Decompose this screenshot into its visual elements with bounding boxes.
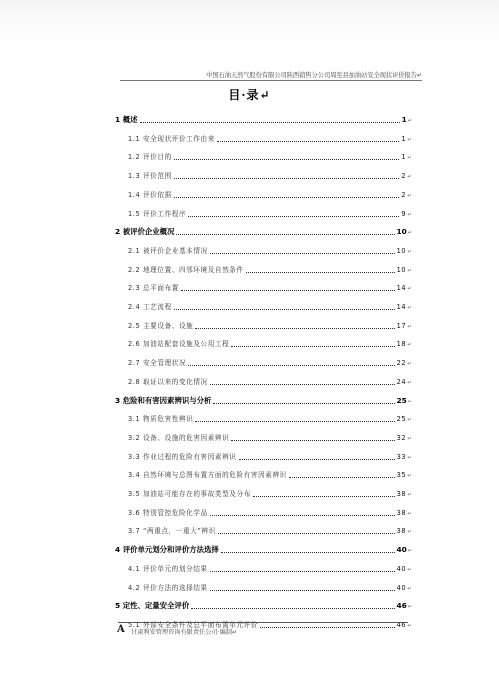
toc-entry-label: 4.1 评价单元的划分结果	[128, 564, 208, 573]
toc-entry-label: 1 概述	[115, 115, 138, 124]
paragraph-mark: ↵	[407, 248, 412, 255]
footer-text: 甘肃利安管理咨询有限责任公司·编制↵	[131, 629, 238, 636]
toc-entry-label: 2 被评价企业概况	[115, 227, 175, 237]
toc-dot-leader	[176, 231, 394, 235]
toc-entry-label: 2.6 加油站配套设施及公用工程	[128, 340, 230, 349]
toc-dot-leader	[253, 493, 395, 497]
toc-dot-leader	[210, 250, 395, 254]
toc-entry-label: 3.4 自然环境与总图布置方面的危险有害因素辨识	[128, 471, 287, 480]
toc-page-number: 46	[396, 620, 407, 629]
toc-section-entry[interactable]	[128, 357, 412, 369]
toc-section-entry[interactable]	[128, 282, 412, 294]
toc-chapter-entry[interactable]	[115, 544, 412, 556]
toc-page-number: 40	[396, 564, 407, 573]
paragraph-mark: ↵	[407, 492, 412, 498]
paragraph-mark: ↵	[407, 361, 412, 368]
toc-chapter-entry[interactable]	[115, 114, 412, 126]
toc-entry-label: 3.3 作业过程的危险有害因素辨识	[128, 452, 237, 461]
toc-section-entry[interactable]	[128, 133, 412, 145]
paragraph-mark: ↵	[407, 286, 412, 293]
toc-chapter-entry[interactable]	[115, 226, 412, 238]
toc-page-number: 25	[396, 395, 407, 405]
paragraph-mark: ↵	[407, 379, 412, 386]
paragraph-mark: ↵	[407, 435, 412, 442]
toc-dot-leader	[231, 343, 394, 347]
toc-section-entry[interactable]	[128, 413, 412, 425]
toc-dot-leader	[174, 156, 400, 160]
paragraph-mark: ↵	[407, 454, 412, 461]
paragraph-mark: ↵	[407, 267, 412, 274]
toc-page-number: 38	[396, 527, 407, 536]
toc-entry-label: 2.8 取证以来的变化情况	[128, 377, 208, 386]
paragraph-mark: ↵	[407, 548, 412, 555]
toc-dot-leader	[289, 474, 395, 478]
company-logo: A	[117, 624, 125, 635]
toc-entry-label: 2.2 地理位置、四邻环境及自然条件	[128, 265, 244, 274]
toc-page-number: 1	[401, 134, 407, 143]
paragraph-mark: ↵	[407, 622, 412, 629]
toc-page-number: 10	[396, 265, 407, 274]
toc-entry-label: 1.2 评价目的	[128, 153, 172, 162]
toc-page-number: 2	[401, 172, 407, 181]
toc-entry-label: 2.7 安全管理状况	[128, 359, 187, 368]
toc-section-entry[interactable]	[128, 338, 412, 350]
paragraph-mark: ↵	[407, 174, 412, 181]
toc-chapter-entry[interactable]	[115, 395, 412, 407]
toc-entry-label: 1.5 评价工作程序	[128, 209, 187, 218]
toc-section-entry[interactable]	[128, 563, 412, 575]
toc-dot-leader	[188, 213, 399, 217]
toc-page-number: 14	[396, 284, 407, 293]
paragraph-mark: ↵	[407, 604, 412, 611]
toc-page-number: 40	[396, 545, 407, 555]
toc-section-entry[interactable]	[128, 301, 412, 313]
toc-dot-leader	[210, 568, 395, 572]
toc-section-entry[interactable]	[128, 264, 412, 276]
toc-dot-leader	[174, 194, 400, 198]
paragraph-mark: ↵	[407, 473, 412, 480]
toc-page-number: 1	[401, 153, 407, 162]
toc-entry-label: 3.5 加油站可能存在的事故类型及分布	[128, 490, 251, 498]
toc-dot-leader	[210, 587, 395, 591]
toc-page-number: 33	[396, 452, 407, 461]
toc-entry-label: 3.1 物质危害性辨识	[128, 415, 194, 424]
toc-dot-leader	[210, 512, 395, 516]
toc-entry-label: 3.6 特别管控危险化学品	[128, 508, 208, 517]
toc-dot-leader	[239, 456, 395, 460]
toc-dot-leader	[218, 530, 395, 534]
toc-page-number: 40	[396, 583, 407, 592]
toc-page-number: 2	[401, 190, 407, 199]
toc-section-entry[interactable]	[128, 469, 412, 481]
toc-dot-leader	[181, 287, 395, 291]
toc-entry-label: 1.1 安全现状评价工作由来	[128, 134, 215, 143]
toc-title: 目·录↵	[228, 88, 271, 102]
paragraph-mark: ↵	[407, 342, 412, 349]
toc-entry-label: 3.7 “两重点，一重大”辨识	[128, 527, 216, 536]
toc-section-entry[interactable]	[128, 432, 412, 444]
running-header: 中国石油天然气股份有限公司陕西销售分公司周至县加油站安全现状评价报告↵	[206, 72, 422, 79]
toc-entry-label: 5 定性、定量安全评价	[115, 601, 190, 611]
paragraph-mark: ↵	[407, 118, 412, 124]
toc-dot-leader	[140, 119, 400, 123]
toc-section-entry[interactable]	[128, 582, 412, 594]
toc-section-entry[interactable]	[128, 320, 412, 332]
footer-divider	[118, 622, 408, 623]
toc-entry-label: 2.3 总平面布置	[128, 284, 179, 293]
paragraph-mark: ↵	[407, 305, 412, 311]
toc-page-number: 46	[396, 601, 407, 611]
toc-page-number: 32	[396, 433, 407, 442]
toc-page-number: 24	[396, 377, 407, 386]
paragraph-mark: ↵	[407, 192, 412, 199]
toc-entry-label: 2.4 工艺流程	[128, 303, 172, 311]
paragraph-mark: ↵	[407, 529, 412, 536]
toc-page-number: 35	[396, 471, 407, 480]
paragraph-mark: ↵	[407, 398, 412, 405]
toc-page-number: 9	[401, 209, 407, 218]
toc-section-entry[interactable]	[128, 189, 412, 201]
paragraph-mark: ↵	[407, 155, 412, 162]
toc-dot-leader	[213, 400, 394, 404]
toc-entry-label: 2.5 主要设备、设施	[128, 321, 194, 330]
toc-page-number: 22	[396, 359, 407, 368]
toc-page-number: 17	[396, 321, 407, 330]
toc-entry-label: 1.3 评价范围	[128, 172, 172, 181]
toc-section-entry[interactable]	[128, 151, 412, 163]
toc-section-entry[interactable]	[128, 170, 412, 182]
toc-section-entry[interactable]	[128, 525, 412, 537]
toc-dot-leader	[195, 325, 394, 329]
toc-dot-leader	[191, 605, 394, 609]
toc-dot-leader	[217, 138, 399, 142]
paragraph-mark: ↵	[407, 566, 412, 573]
toc-dot-leader	[174, 306, 395, 310]
toc-entry-label: 5.1 外部安全条件及总平面布置单元评价	[128, 620, 259, 629]
toc-section-entry[interactable]	[128, 245, 412, 257]
toc-page-number: 38	[396, 490, 407, 498]
toc-dot-leader	[210, 381, 395, 385]
toc-section-entry[interactable]	[128, 488, 412, 500]
paragraph-mark: ↵	[407, 136, 412, 143]
paragraph-mark: ↵	[407, 211, 412, 218]
toc-page-number: 18	[396, 340, 407, 349]
toc-page-number: 10	[396, 227, 407, 237]
paragraph-mark: ↵	[407, 417, 412, 424]
toc-page-number: 38	[396, 508, 407, 517]
paragraph-mark: ↵	[407, 585, 412, 592]
toc-dot-leader	[221, 549, 395, 553]
toc-entry-label: 4 评价单元划分和评价方法选择	[115, 545, 219, 555]
toc-dot-leader	[231, 437, 394, 441]
toc-entry-label: 4.2 评价方法的选择结果	[128, 583, 208, 592]
toc-entry-label: 3.2 设备、设施的危害因素辨识	[128, 433, 230, 442]
toc-chapter-entry[interactable]	[115, 600, 412, 612]
toc-section-entry[interactable]	[128, 376, 412, 388]
toc-dot-leader	[246, 269, 395, 273]
toc-section-entry[interactable]	[128, 208, 412, 220]
toc-dot-leader	[195, 418, 394, 422]
toc-dot-leader	[260, 624, 395, 628]
toc-page-number: 25	[396, 415, 407, 424]
toc-entry-label: 1.4 评价依据	[128, 190, 172, 199]
toc-page-number: 14	[396, 303, 407, 311]
paragraph-mark: ↵	[407, 230, 412, 237]
toc-entry-label: 3 危险和有害因素辨识与分析	[115, 395, 212, 405]
toc-entry-label: 2.1 被评价企业基本情况	[128, 246, 208, 255]
toc-section-entry[interactable]	[128, 451, 412, 463]
paragraph-mark: ↵	[407, 323, 412, 330]
toc-section-entry[interactable]	[128, 507, 412, 519]
toc-page-number: 10	[396, 246, 407, 255]
toc-dot-leader	[188, 362, 394, 366]
toc-dot-leader	[174, 175, 400, 179]
toc-page-number: 1	[401, 115, 407, 124]
paragraph-mark: ↵	[407, 510, 412, 517]
